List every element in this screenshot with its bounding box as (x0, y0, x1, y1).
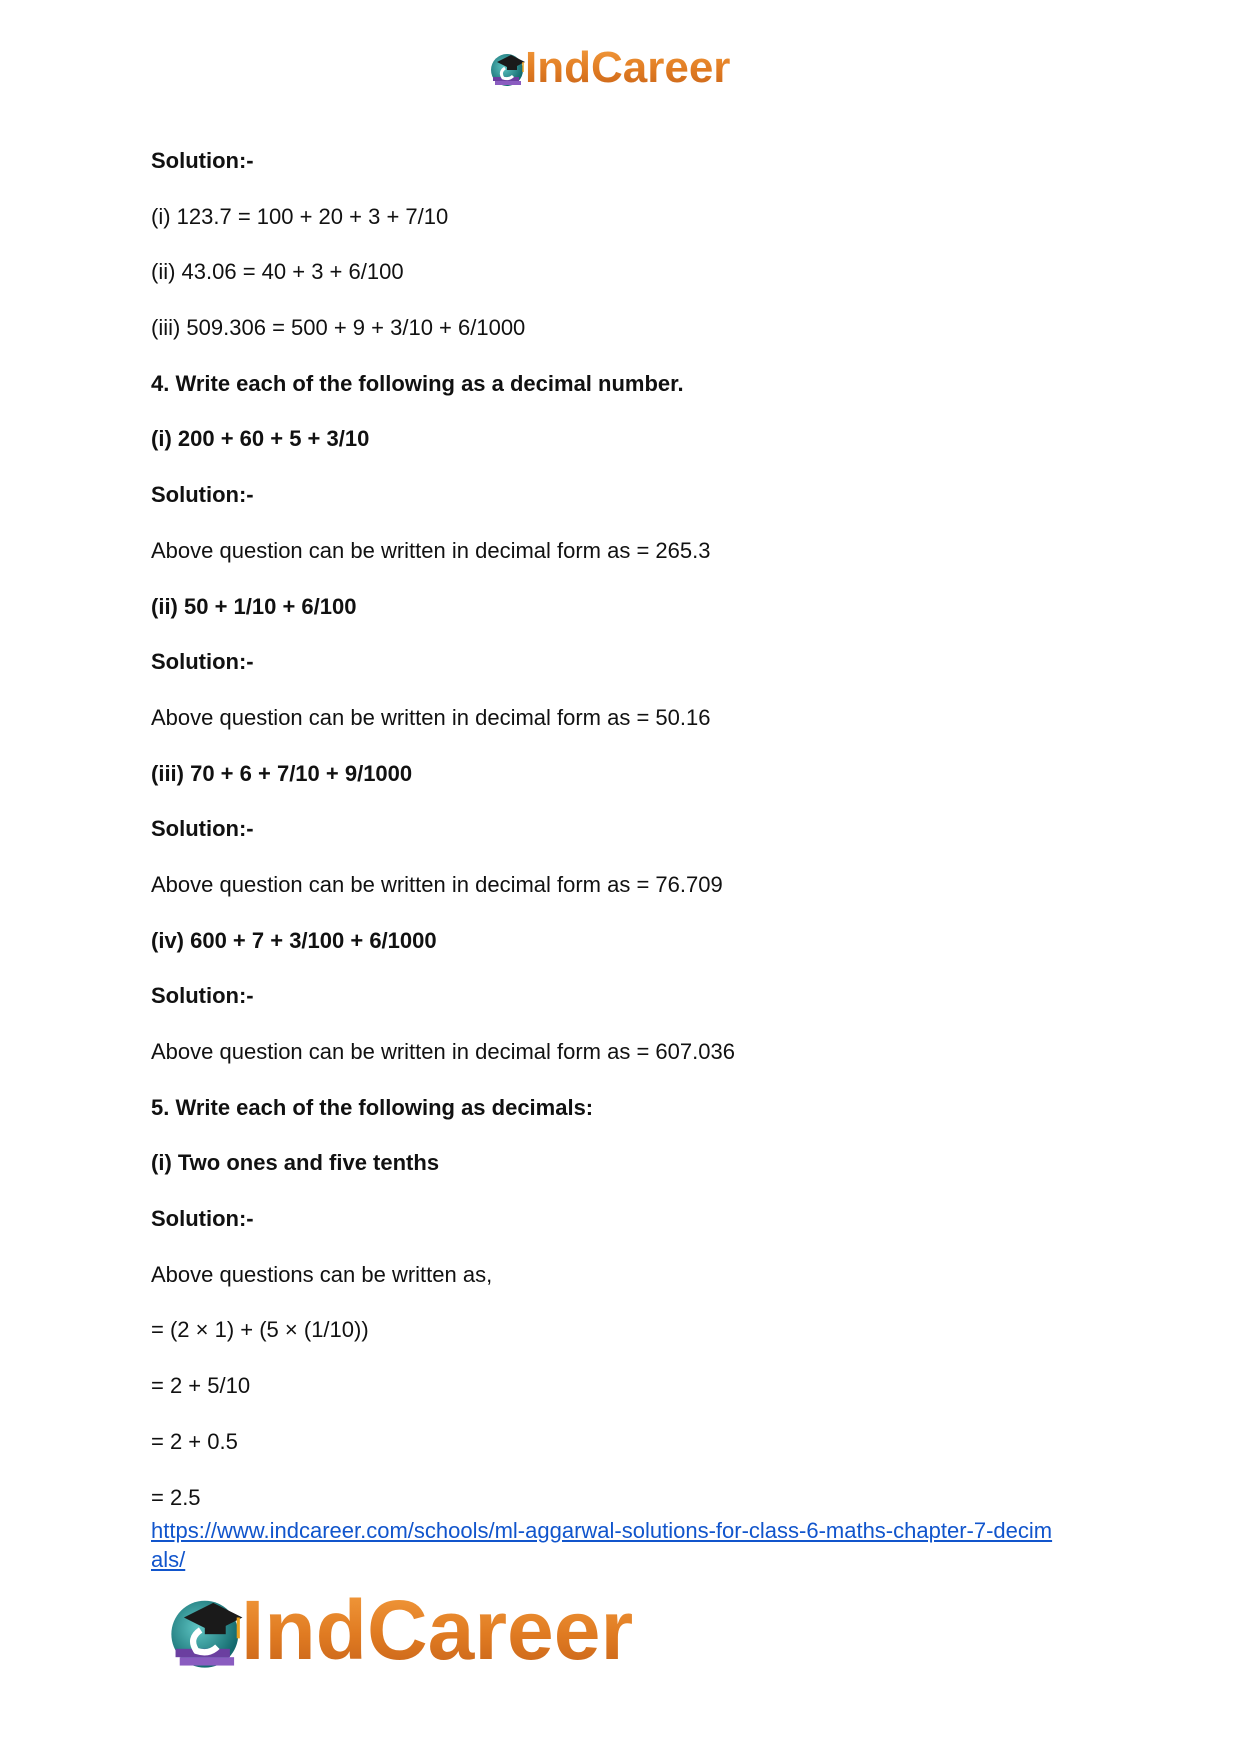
text-line: = (2 × 1) + (5 × (1/10)) (151, 1317, 369, 1343)
text-line: Above question can be written in decimal form as = 50.16 (151, 704, 711, 730)
heading-line: Solution:- (151, 649, 254, 675)
heading-line: Solution:- (151, 482, 254, 508)
heading-line: Solution:- (151, 1206, 254, 1232)
text-line: Above question can be written in decimal form as = 76.709 (151, 871, 723, 897)
source-link-line-1[interactable]: https://www.indcareer.com/schools/ml-aggarwal-solutions-for-class-6-maths-chapter-7-decim (151, 1518, 1053, 1543)
document-body (151, 148, 1111, 1540)
text-line: Above questions can be written as, (151, 1261, 493, 1287)
heading-line: (iii) 70 + 6 + 7/10 + 9/1000 (151, 760, 413, 786)
text-line: Above question can be written in decimal form as = 607.036 (151, 1039, 735, 1064)
source-link-line-2[interactable]: als/ (151, 1547, 186, 1572)
heading-line: Solution:- (151, 983, 254, 1009)
text-line: (iii) 509.306 = 500 + 9 + 3/10 + 6/1000 (151, 315, 526, 341)
text-line: (i) 123.7 = 100 + 20 + 3 + 7/10 (151, 203, 449, 229)
heading-line: (iv) 600 + 7 + 3/100 + 6/1000 (151, 927, 437, 953)
text-line: Above question can be written in decimal form as = 265.3 (151, 537, 711, 563)
footer-logo (163, 1582, 633, 1678)
text-line: = 2.5 (151, 1484, 201, 1510)
heading-line: Solution:- (151, 816, 254, 842)
footer-logo-text: IndCareer (241, 1583, 634, 1677)
text-line: = 2 + 0.5 (151, 1428, 238, 1454)
heading-line: (i) Two ones and five tenths (151, 1150, 440, 1176)
text-line: = 2 + 5/10 (151, 1373, 251, 1399)
heading-line: (i) 200 + 60 + 5 + 3/10 (151, 426, 370, 452)
source-link[interactable] (151, 1516, 1111, 1574)
heading-line: 5. Write each of the following as decimals: (151, 1094, 594, 1120)
header-logo (487, 40, 730, 96)
header-logo-text: IndCareer (525, 43, 731, 92)
heading-line: (ii) 50 + 1/10 + 6/100 (151, 593, 357, 619)
heading-line: Solution:- (151, 148, 254, 173)
heading-line: 4. Write each of the following as a decimal number. (151, 370, 684, 396)
text-line: (ii) 43.06 = 40 + 3 + 6/100 (151, 259, 404, 285)
